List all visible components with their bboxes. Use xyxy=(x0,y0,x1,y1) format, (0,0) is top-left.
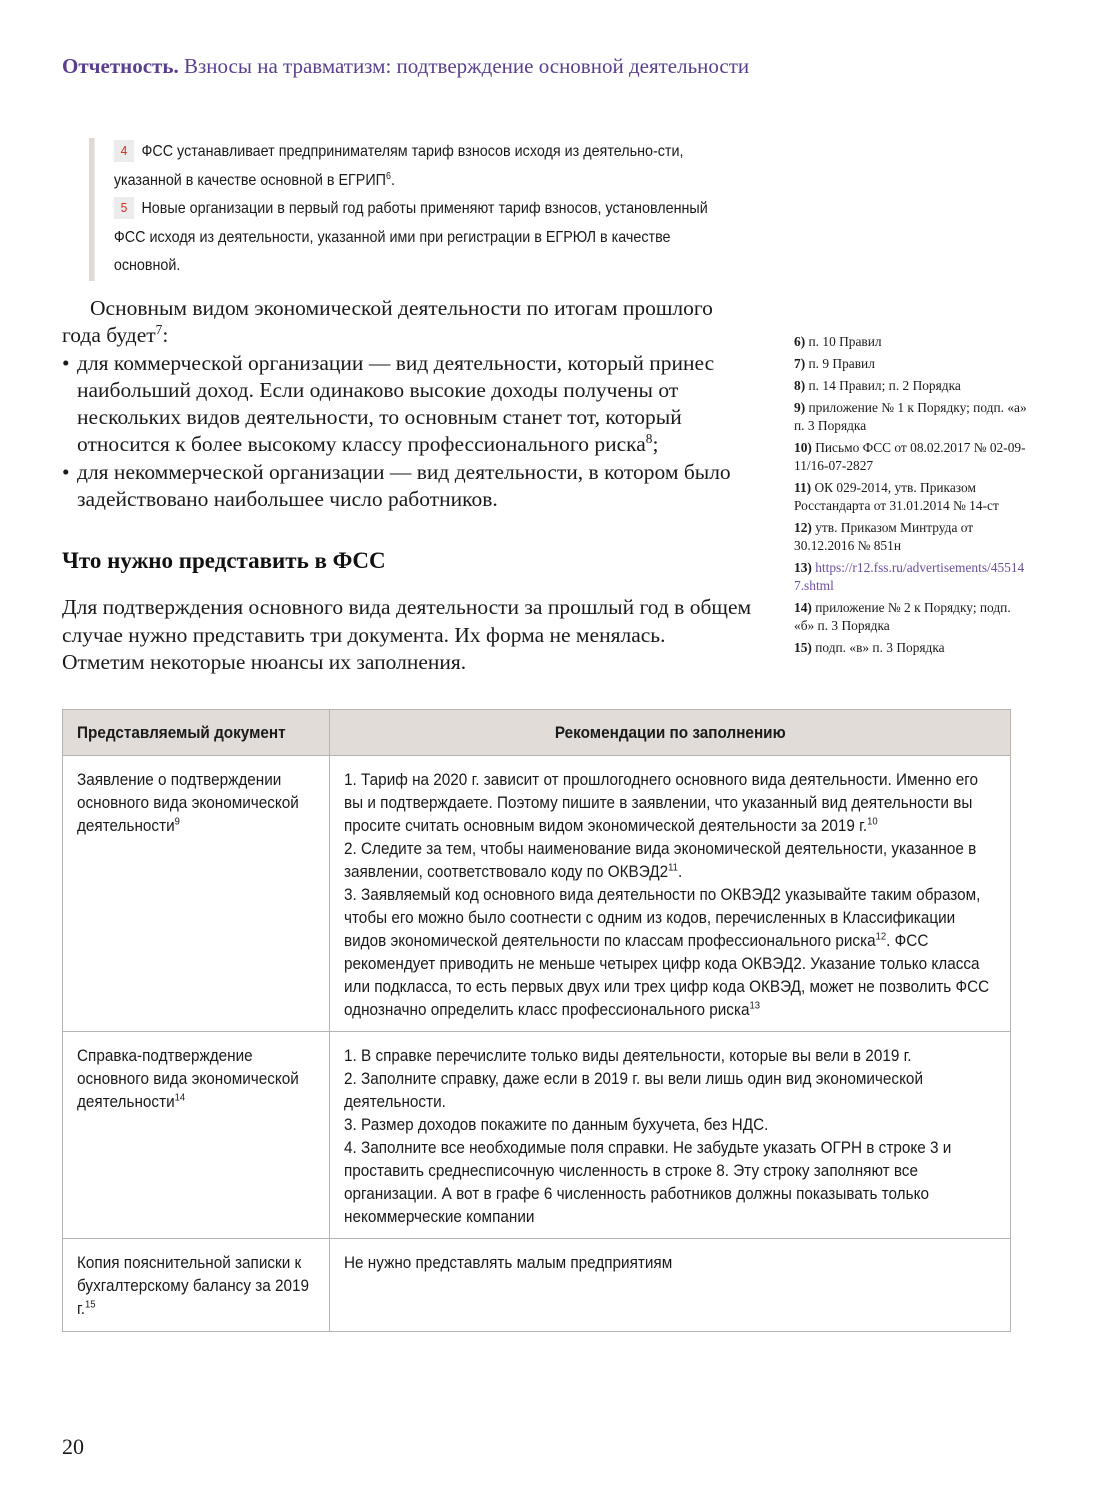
footnote: 15) подп. «в» п. 3 Порядка xyxy=(794,640,945,655)
table-row xyxy=(63,1032,1011,1239)
footnote: 11) ОК 029-2014, утв. Приказом Росстандарта от 31.01.2014 № 14-ст xyxy=(794,480,999,513)
callout-block xyxy=(89,138,721,281)
column-header: Рекомендации по заполнению xyxy=(330,710,1011,756)
footnote: 7) п. 9 Правил xyxy=(794,356,875,371)
document-cell: Справка-подтверждение основного вида экономической деятельности$^{14}$ xyxy=(63,1032,330,1239)
bullet-item: • для некоммерческой организации — вид деятельности, в котором было задействовано наибольшее число работников. xyxy=(62,459,731,512)
recommendation-cell: Не нужно представлять малым предприятиям xyxy=(330,1239,1011,1332)
table-row xyxy=(63,756,1011,1032)
header-title: Взносы на травматизм: подтверждение основной деятельности xyxy=(183,54,750,78)
footnote: 13) https://r12.fss.ru/advertisements/455147.shtml xyxy=(794,560,1025,593)
bullet-icon: • xyxy=(62,350,70,375)
callout-number: 4 xyxy=(114,140,134,162)
running-header xyxy=(62,54,749,79)
intro-paragraph: Для подтверждения основного вида деятельности за прошлый год в общем случае нужно представить три документа. Их форма не менялась. Отметим некоторые нюансы их заполнения. xyxy=(62,595,752,674)
footnote: 6) п. 10 Правил xyxy=(794,334,882,349)
column-header: Представляемый документ xyxy=(63,710,330,756)
footnote: 8) п. 14 Правил; п. 2 Порядка xyxy=(794,378,961,393)
document-cell: Копия пояснительной записки к бухгалтерскому балансу за 2019 г.$^{15}$ xyxy=(63,1239,330,1332)
callout-item: 5 Новые организации в первый год работы применяют тариф взносов, установленный ФСС исходя из деятельности, указанной ими при регистрации в ЕГРЮЛ в качестве основной. xyxy=(114,195,721,281)
recommendation-cell: 1. В справке перечислите только виды деятельности, которые вы вели в 2019 г. 2. Заполните справку, даже если в 2019 г. вы вели лишь один вид экономической деятельности. 3. Размер доходов покажите по данным бухучета, без НДС. 4. Заполните все необходимые поля справки. Не забудьте указать ОГРН в строке 3 и проставить среднесписочную численность в строке 8. Эту строку заполняют все организации. А вот в графе 6 численность работников должны показывать только некоммерческие компании xyxy=(330,1032,1011,1239)
footnote: 9) приложение № 1 к Порядку; подп. «а» п. 3 Порядка xyxy=(794,400,1027,433)
document-cell: Заявление о подтверждении основного вида экономической деятельности$^9$ xyxy=(63,756,330,1032)
page-number: 20 xyxy=(62,1434,84,1459)
paragraph: Основным видом экономической деятельности по итогам прошлого года будет$^7$: xyxy=(62,296,713,348)
main-text xyxy=(62,295,742,513)
bullet-icon: • xyxy=(62,459,70,484)
footnotes-sidebar xyxy=(794,333,1034,661)
recommendation-cell: 1. Тариф на 2020 г. зависит от прошлогоднего основного вида деятельности. Именно его вы и подтверждаете. Поэтому пишите в заявлении, что указанный вид деятельности вы просите считать основным видом экономической деятельности за 2019 г.$^{10}$ 2. Следите за тем, чтобы наименование вида экономической деятельности, указанное в заявлении, соответствовало коду по $ОКВЭД2^{11}$. 3. Заявляемый код основного вида деятельности по ОКВЭД2 указывайте таким образом, чтобы его можно было соотнести с одним из кодов, перечисленных в Классификации видов экономической деятельности по классам профессионального риска$^{12}$. ФСС рекомендует приводить не меньше четырех цифр кода ОКВЭД2. Указание только класса или подкласса, то есть первых двух или трех цифр кода ОКВЭД, может не позволить ФСС однозначно определить класс профессионального риска$^{13}$ xyxy=(330,756,1011,1032)
section-label: Отчетность. xyxy=(62,54,179,78)
footnote: 10) Письмо ФСС от 08.02.2017 № 02-09-11/16-07-2827 xyxy=(794,440,1026,473)
section-heading: Что нужно представить в ФСС xyxy=(62,548,386,573)
bullet-item: • для коммерческой организации — вид деятельности, который принес наибольший доход. Если одинаково высокие доходы получены от нескольких видов деятельности, то основным станет тот, который относится к более высокому классу профессионального риска$^8$; xyxy=(62,350,715,457)
table-header-row xyxy=(63,710,1011,756)
footnote: 14) приложение № 2 к Порядку; подп. «б» п. 3 Порядка xyxy=(794,600,1011,633)
footnote-link[interactable]: https://r12.fss.ru/advertisements/455147.shtml xyxy=(794,560,1025,593)
callout-item: 4 ФСС устанавливает предпринимателям тариф взносов исходя из деятельно-сти, указанной в качестве основной в ЕГРИП$^6$. xyxy=(114,138,721,195)
documents-table xyxy=(62,709,1011,1332)
footnote: 12) утв. Приказом Минтруда от 30.12.2016 № 851н xyxy=(794,520,974,553)
table-row xyxy=(63,1239,1011,1332)
callout-number: 5 xyxy=(114,197,134,219)
